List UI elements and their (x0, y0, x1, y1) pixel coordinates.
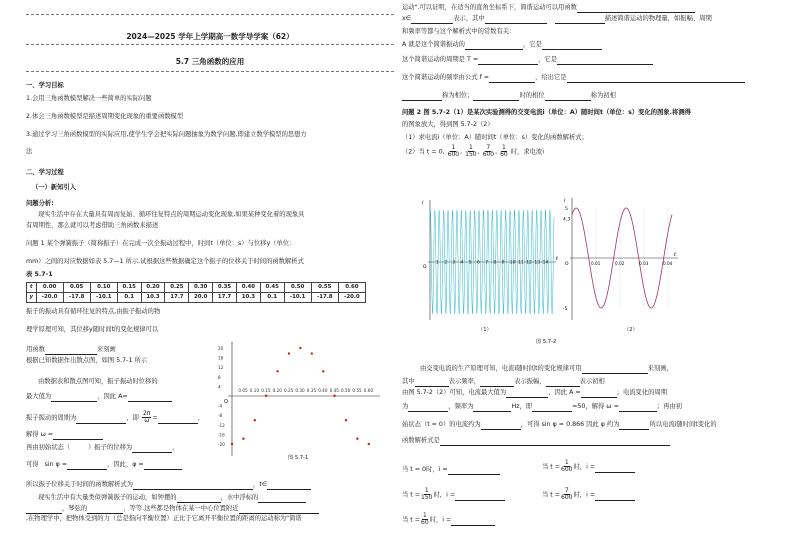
table-cell-y: 0.1 (260, 293, 284, 303)
table-cell-t: 0.50 (284, 283, 311, 293)
body-1: 由交变电流的生产原理可知，电流i随时间t的变化规律可用 来刻画， (420, 365, 673, 372)
table-cell-y: -10.1 (284, 293, 311, 303)
y-tick-label: -12 (218, 422, 225, 428)
eval-t4: 当 t = $\frac{1}{60}$ 时，i = (402, 513, 495, 526)
data-point (299, 347, 301, 349)
x-tick-label: 10 (509, 260, 516, 266)
x-tick-label: 0.15 (261, 388, 271, 393)
figure-2-caption: （2） (624, 327, 638, 333)
table-cell-y: -10.1 (90, 293, 117, 303)
ac-wave-figure (420, 196, 560, 324)
data-point (356, 438, 358, 440)
y-axis-label: i (564, 198, 566, 204)
after-table-3: 用函数 来刻画 (26, 346, 116, 353)
table-cell-y: 17.7 (165, 293, 189, 303)
y-axis-label: i (422, 200, 424, 206)
x-tick-label: 14 (542, 260, 549, 266)
x-tick-label: 0.40 (318, 388, 328, 393)
analysis-line-2: 有周期性，那么就可以考虑借助三角函数来描述 (26, 222, 159, 229)
scatter-text-2: 最大值为 ，因此 A= (26, 393, 172, 402)
data-point (311, 352, 313, 354)
right-top-7: 称为相位； 时的相位 称为初相 (402, 92, 616, 101)
table-cell-t: 0.00 (36, 283, 63, 293)
scatter-text-4: 解得 ω = (26, 431, 103, 440)
table-row-t (27, 283, 366, 293)
right-top-5: 这个简谐运动的周期是 T = ，它是 (402, 56, 653, 65)
goal-2: 2.体会三角函数模型是描述周期变化现象的重要函数模型 (26, 113, 184, 120)
y-tick-label: 16 (218, 355, 224, 361)
x-tick-label: 11 (518, 260, 524, 266)
data-point (265, 395, 267, 397)
after-table-2: 理学原理可知，其位移y随时间t的变化规律可以 (26, 326, 159, 333)
x-tick-label: 1 (436, 260, 439, 266)
y-tick-label: -20 (218, 442, 225, 447)
x-axis-label: t (674, 252, 676, 258)
body-2: 其中 表示频率， 表示振幅， 表示初相 (402, 378, 605, 385)
table-header-t: t (27, 283, 37, 293)
table-header-y: y (27, 293, 37, 303)
page-title: 2024—2025 学年上学期高一数学导学案（62） (126, 32, 294, 41)
right-top-1: 运动".可以证明，在适当的直角坐标系下，简谐运动可以用函数 (402, 4, 695, 13)
x-tick-label: 7 (485, 260, 489, 266)
top-dashed-line (26, 14, 394, 15)
figure-5-7-2-caption: 图 5.7-2 (536, 339, 557, 345)
eval-t1: 当 t = $\frac{1}{600}$ 时，i = (542, 460, 635, 473)
x-tick-label: 0.04 (663, 261, 673, 266)
table-cell-t: 0.40 (236, 283, 260, 293)
body-3: 由图 5.7-2（2）可知，电流最大值为 ，因此 A = ；电流变化的周期 (402, 389, 668, 396)
scatter-text-5: 再由初始状态（ ）振子的位移为 ， (26, 444, 179, 451)
heading-process: 二、学习过程 (26, 169, 64, 176)
y-tick-label: -4 (218, 403, 223, 409)
origin-label: O (565, 262, 569, 267)
data-point (322, 370, 324, 372)
x-tick-label: 8 (493, 260, 497, 266)
figure-1-caption: （1） (478, 327, 492, 333)
y-tick-label: 5 (565, 207, 568, 212)
right-top-2: x∈ 表示，其中 描述简谐运动的物理量，如振幅、周期 (402, 15, 712, 22)
left-column (26, 0, 394, 560)
data-table (26, 282, 366, 303)
goal-3: 3.通过学习三角函数模型的实际应用,使学生学会把实际问题抽象为数学问题,即建立数学模型的思想方 (26, 131, 307, 138)
table-cell-y: -20.0 (36, 293, 63, 303)
scatter-text-1: 由数据表和散点图可知，振子振动时位移的 (38, 378, 158, 385)
goal-3-cont: 法 (26, 148, 33, 155)
heading-goals: 一、学习目标 (26, 82, 64, 89)
x-tick-label: 0.50 (341, 388, 351, 393)
bottom-3: ,在物理学中，把物体受到的力（总是指向平衡位置）正比于它离开平衡位置的距离的运动称为"简谐 (26, 515, 302, 522)
bottom-1: 现实生活中有大量类似弹簧振子的运动，如钟摆的 ，水中浮标的 (38, 494, 306, 503)
x-tick-label: 3 (452, 260, 456, 266)
y-tick-label: 20 (218, 346, 224, 351)
x-tick-label: 0.03 (639, 261, 649, 266)
data-point (254, 419, 256, 421)
table-cell-t: 0.35 (213, 283, 237, 293)
table-cell-t: 0.25 (165, 283, 189, 293)
question-2-line-1: 问题 2 图 5.7-2（1）是某次实验测得的交变电流i（单位：A）随时间t（单位：s）变化的图象.将测得 (402, 109, 691, 116)
x-tick-label: 12 (526, 260, 532, 266)
table-cell-t: 0.15 (117, 283, 141, 293)
scatter-text-7: 所以振子位移关于时间的函数解析式为 ，t∈ (26, 481, 311, 490)
origin-label: O (224, 399, 228, 405)
y-tick-label: -8 (218, 413, 223, 419)
x-axis-label: t (556, 256, 558, 262)
after-table-4: 根据已知数据作出散点图，如图 5.7-1 所示 (26, 357, 148, 364)
question-1-line-1: 问题 1 某个弹簧振子（简称振子）在完成一次全振动过程中，时间t（单位：s）与位移y（单位： (26, 240, 296, 247)
right-column (402, 0, 778, 560)
table-cell-y: 17.7 (213, 293, 237, 303)
table-cell-t: 0.45 (260, 283, 284, 293)
data-point (368, 443, 370, 445)
goal-1: 1.会用三角函数模型解决一些简单的实际问题 (26, 95, 152, 102)
right-top-6: 这个简谐运动的频率由公式 f = ，给出它是 (402, 74, 745, 83)
table-cell-y: 10.3 (141, 293, 165, 303)
table-cell-y: -20.0 (338, 293, 365, 303)
table-cell-t: 0.30 (189, 283, 213, 293)
right-top-4: A 就是这个简谐振动的 ，它是 (402, 41, 602, 50)
data-point (276, 370, 278, 372)
table-caption: 表 5.7-1 (26, 271, 53, 278)
table-cell-t: 0.05 (63, 283, 90, 293)
data-point (231, 443, 233, 445)
eval-t3: 当 t = $\frac{7}{600}$ 时，i = (542, 488, 635, 501)
body-6: 函数解析式是 (402, 437, 670, 446)
table-cell-y: 10.3 (236, 293, 260, 303)
table-cell-t: 0.60 (338, 283, 365, 293)
figure-5-7-1-caption: 图 5.7-1 (288, 455, 309, 461)
x-tick-label: 13 (534, 260, 541, 266)
data-point (333, 395, 335, 397)
eval-t0: 当 t = 0时，i = (402, 466, 500, 475)
table-cell-y: 20.0 (189, 293, 213, 303)
y-tick-label: 4 (218, 384, 221, 390)
table-cell-t: 0.55 (311, 283, 338, 293)
body-4: 为 ，频率为 Hz，即 =50，解得 ω = ；再由初 (402, 403, 683, 410)
table-cell-t: 0.20 (141, 283, 165, 293)
scatter-text-3: 振子振动的周期为 ，即 $\frac{2\pi}{\omega}$ = ， (26, 410, 204, 424)
question-2-part-1: （1）求电流i（单位：A）随时间t（单位：s）变化的函数解析式； (402, 134, 588, 141)
data-point (242, 438, 244, 440)
subtitle-divider (26, 71, 394, 72)
data-point (345, 419, 347, 421)
sine-wave-figure (560, 196, 682, 324)
y-tick-label: -16 (218, 432, 225, 438)
x-tick-label: 0.25 (284, 388, 294, 393)
analysis-line-1: 现实生活中存在大量具有周而复始、循环往复特点的周期运动变化现象,如果某种变化着的现象具 (38, 211, 305, 218)
title-divider (26, 44, 394, 45)
table-cell-y: 0.1 (117, 293, 141, 303)
table-cell-y: -17.8 (63, 293, 90, 303)
y-tick-label: 12 (218, 365, 224, 371)
question-2-line-2: 的图象放大，得到图 5.7-2（2） (402, 121, 494, 128)
data-point (288, 352, 290, 354)
table-cell-y: -17.8 (311, 293, 338, 303)
y-max-label: 4.3 (563, 217, 571, 223)
origin-label: O (423, 265, 427, 270)
y-tick-label: 8 (218, 374, 221, 380)
eval-t2: 当 t = $\frac{1}{150}$ 时，i = (402, 488, 505, 501)
section-title: 5.7 三角函数的应用 (175, 57, 245, 66)
question-1-line-2: mm）之间的对应数据如表 5.7—1 所示.试根据这些数据确定这个振子的位移关于时间的函数解析式 (26, 258, 304, 265)
table-row-y (27, 293, 366, 303)
x-tick-label: 2 (444, 260, 448, 266)
x-tick-label: 0.05 (238, 388, 248, 393)
x-tick-label: 4 (460, 260, 464, 266)
x-tick-label: 0.30 (295, 388, 305, 393)
after-table-1: 振子的振动具有循环往复的特点,由振子振动的物 (26, 308, 161, 315)
body-5: 始状态（t = 0）的电流约为 ，可得 sin φ = 0.866 因此 φ 约为 所以电流i随时间t变化的 (402, 421, 717, 428)
x-tick-label: 0.01 (591, 261, 601, 266)
x-tick-label: 0.55 (352, 388, 362, 393)
table-cell-t: 0.10 (90, 283, 117, 293)
x-tick-label: 0.60 (363, 388, 374, 393)
x-tick-label: 0.35 (306, 388, 317, 393)
x-tick-label: 0.10 (249, 388, 260, 393)
x-tick-label: 0.20 (272, 388, 282, 393)
question-2-part-2: （2）当 t = 0, $\frac{1}{600}$ , $\frac{1}{150}$ , $\frac{7}{600}$ , $\frac{1}{60}$ 时，求电流i (402, 144, 544, 158)
heading-intro: （一）新知引入 (32, 184, 77, 191)
scatter-plot (210, 338, 390, 464)
x-tick-label: 5 (468, 260, 472, 266)
y-tick-label: -5 (563, 307, 568, 312)
x-tick-label: 9 (501, 260, 505, 266)
scatter-text-6: 可得 sin φ = ，因此，φ = (26, 461, 182, 470)
x-tick-label: 0.45 (329, 388, 339, 393)
right-top-3: 和频率等都与这个解析式中的常数有关： (402, 28, 516, 35)
x-tick-label: 6 (477, 260, 480, 266)
analysis-label: 问题分析: (26, 200, 54, 207)
bottom-2: ，琴弦的 ，等等.这些都是物体在某一中心位置附近 (26, 505, 319, 514)
x-tick-label: 0.02 (615, 261, 625, 266)
